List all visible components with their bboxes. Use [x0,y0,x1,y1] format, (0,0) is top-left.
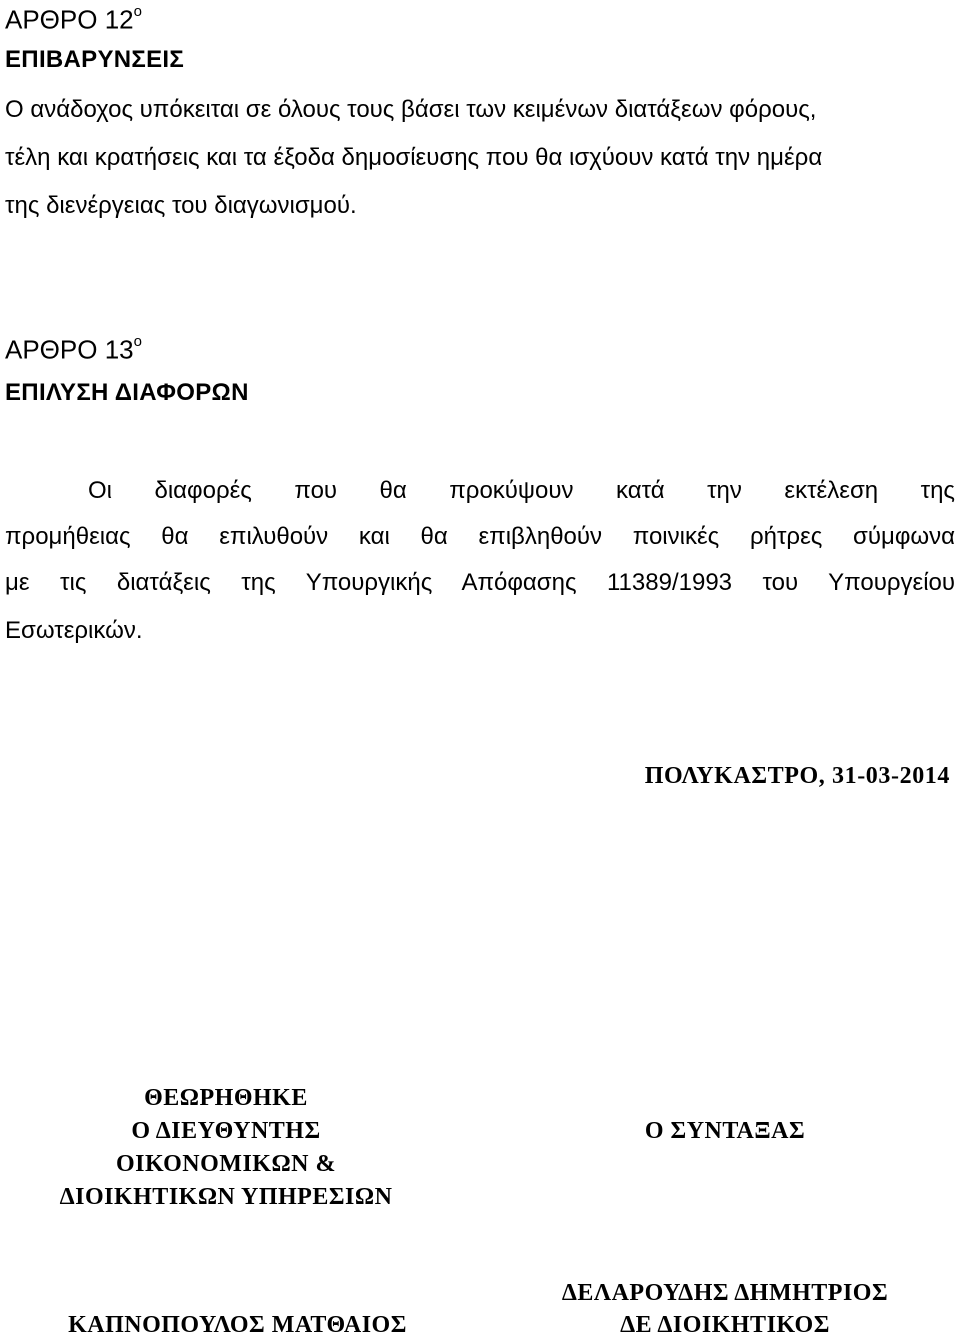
left-signature-name: ΚΑΠΝΟΠΟΥΛΟΣ ΜΑΤΘΑΙΟΣ [68,1312,407,1338]
article-13-heading-ordinal: ο [133,333,142,350]
article-12-heading [5,0,142,35]
article-12-heading-ordinal: ο [133,3,142,20]
right-signature-rank: ΔΕ ΔΙΟΙΚΗΤΙΚΟΣ [620,1312,830,1338]
right-signature-title: Ο ΣΥΝΤΑΞΑΣ [644,1118,806,1144]
article-13-line: Οι διαφορές που θα προκύψουν κατά την εκτέλεση της [88,477,955,504]
article-12-line: Ο ανάδοχος υπόκειται σε όλους τους βάσει των κειμένων διατάξεων φόρους, [5,96,817,123]
left-signature-title: Ο ΔΙΕΥΘΥΝΤΗΣ [131,1118,321,1144]
left-signature-title: ΔΙΟΙΚΗΤΙΚΩΝ ΥΠΗΡΕΣΙΩΝ [59,1184,393,1210]
article-12-title: ΕΠΙΒΑΡΥΝΣΕΙΣ [5,46,185,73]
right-signature-name: ΔΕΛΑΡΟΥΔΗΣ ΔΗΜΗΤΡΙΟΣ [561,1280,889,1306]
article-12-line: τέλη και κρατήσεις και τα έξοδα δημοσίευσης που θα ισχύουν κατά την ημέρα [5,144,823,171]
article-13-heading [5,330,142,365]
left-signature-title: ΟΙΚΟΝΟΜΙΚΩΝ & [115,1151,336,1177]
article-13-line: με τις διατάξεις της Υπουργικής Απόφασης 11389/1993 του Υπουργείου [5,569,955,596]
article-12-line: της διενέργειας του διαγωνισμού. [5,192,357,219]
left-signature-title: ΘΕΩΡΗΘΗΚΕ [144,1085,308,1111]
place-date: ΠΟΛΥΚΑΣΤΡΟ, 31-03-2014 [644,763,950,789]
article-13-line: Εσωτερικών. [5,617,143,644]
article-12-heading-text: ΑΡΘΡΟ 12 [5,4,134,35]
article-13-title: ΕΠΙΛΥΣΗ ΔΙΑΦΟΡΩΝ [5,379,249,406]
article-13-line: προμήθειας θα επιλυθούν και θα επιβληθούν ποινικές ρήτρες σύμφωνα [5,523,955,550]
article-13-heading-text: ΑΡΘΡΟ 13 [5,334,134,365]
